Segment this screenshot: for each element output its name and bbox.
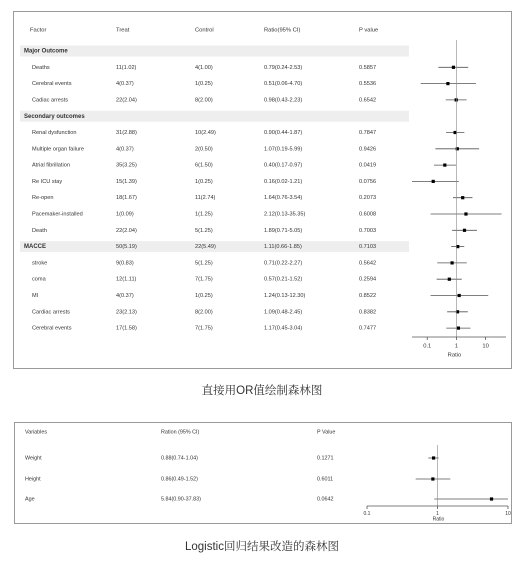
- cell-treat: 18(1.67): [116, 195, 137, 202]
- cell-treat: 17(1.58): [116, 325, 137, 332]
- cell-control: 7(1.75): [195, 276, 213, 283]
- row-label: Renal dysfunction: [32, 129, 77, 136]
- cell-treat: 4(0.37): [116, 292, 134, 299]
- cell-ci: 1.17(0.45-3.04): [264, 325, 303, 332]
- cell-ci: 0.40(0.17-0.97): [264, 162, 303, 169]
- cell-ci: 0.16(0.02-1.21): [264, 178, 303, 185]
- cell-p: 0.5536: [359, 81, 377, 88]
- cell-ci: 0.57(0.21-1.52): [264, 276, 303, 283]
- x-axis-label: Ratio: [432, 516, 445, 523]
- cell-ci: 0.51(0.06-4.70): [264, 81, 303, 88]
- row-label: Atrial fibrillation: [32, 162, 70, 169]
- row-label: MI: [32, 292, 39, 299]
- row-label: Cadiac arrests: [32, 97, 69, 104]
- point-estimate: [458, 294, 461, 297]
- cell-ci: 0.86(0.49-1.52): [161, 476, 198, 483]
- header-1: Ration (95% CI): [161, 429, 200, 436]
- point-estimate: [432, 180, 435, 183]
- group-title: Major Outcome: [24, 48, 68, 55]
- x-tick-label: 0.1: [363, 510, 371, 517]
- row-label: Cerebral events: [32, 81, 72, 88]
- cell-ci: 1.24(0.13-12.30): [264, 292, 306, 299]
- cell-treat: 22(2.04): [116, 227, 137, 234]
- cell-p: 0.7103: [359, 244, 377, 251]
- header-2: P Value: [317, 429, 336, 436]
- cell-treat: 15(1.39): [116, 178, 137, 185]
- cell-treat: 22(2.04): [116, 97, 137, 104]
- x-tick-label: 10: [482, 343, 489, 350]
- cell-control: 5(1.25): [195, 260, 213, 267]
- cell-ci: 0.88(0.74-1.04): [161, 455, 198, 462]
- point-estimate: [446, 82, 449, 85]
- cell-ci: 1.89(0.71-5.05): [264, 227, 303, 234]
- cell-treat: 11(1.02): [116, 64, 137, 71]
- point-estimate: [461, 196, 464, 199]
- cell-treat: 35(3.25): [116, 162, 137, 169]
- cell-treat: 50(5.19): [116, 244, 137, 251]
- point-estimate: [431, 477, 434, 480]
- cell-p: 0.7003: [359, 227, 377, 234]
- cell-treat: 23(2.13): [116, 309, 137, 316]
- cell-ci: 0.90(0.44-1.87): [264, 129, 303, 136]
- cell-p: 0.7847: [359, 129, 377, 136]
- cell-treat: 9(0.83): [116, 260, 134, 267]
- cell-ci: 1.64(0.76-3.54): [264, 195, 303, 202]
- header-0: Variables: [25, 429, 48, 436]
- cell-control: 7(1.75): [195, 325, 213, 332]
- row-label: Re-open: [32, 195, 54, 202]
- cell-treat: 31(2.88): [116, 129, 137, 136]
- x-tick-label: 1: [436, 510, 439, 517]
- cell-ci: 2.12(0.13-35.35): [264, 211, 306, 218]
- cell-p: 0.0756: [359, 178, 377, 185]
- cell-ci: 1.11(0.66-1.85): [264, 244, 302, 251]
- row-label: Height: [25, 476, 41, 483]
- point-estimate: [490, 497, 493, 500]
- point-estimate: [452, 66, 455, 69]
- cell-ci: 1.09(0.48-2.45): [264, 309, 303, 316]
- cell-ci: 5.84(0.90-37.83): [161, 496, 201, 503]
- x-tick-label: 1: [454, 343, 459, 350]
- header-4: P value: [359, 27, 379, 34]
- cell-p: 0.8382: [359, 309, 377, 316]
- point-estimate: [450, 261, 453, 264]
- cell-treat: 4(0.37): [116, 146, 134, 153]
- cell-control: 1(1.25): [195, 211, 213, 218]
- cell-control: 10(2.49): [195, 129, 216, 136]
- cell-control: 8(2.00): [195, 97, 213, 104]
- point-estimate: [448, 278, 451, 281]
- cell-control: 8(2.00): [195, 309, 213, 316]
- cell-ci: 0.71(0.22-2.27): [264, 260, 303, 267]
- cell-p: 0.8522: [359, 292, 377, 299]
- caption-2: Logistic回归结果改造的森林图: [185, 541, 339, 553]
- row-label: Deaths: [32, 64, 50, 71]
- row-label: Weight: [25, 455, 42, 462]
- cell-p: 0.7477: [359, 325, 377, 332]
- cell-treat: 12(1.11): [116, 276, 137, 283]
- forest-plot-panel-2: [14, 422, 512, 524]
- group-band: [20, 46, 409, 57]
- cell-control: 11(2.74): [195, 195, 216, 202]
- cell-control: 1(0.25): [195, 292, 213, 299]
- row-label: Age: [25, 496, 35, 503]
- forest-plot-panel-1: [13, 11, 512, 369]
- point-estimate: [443, 164, 446, 167]
- cell-control: 22(5.49): [195, 244, 216, 251]
- forest-plot-2: [15, 423, 511, 523]
- cell-ci: 0.79(0.24-2.53): [264, 64, 303, 71]
- caption-1: 直接用OR值绘制森林图: [201, 385, 323, 397]
- cell-ci: 1.07(0.19-5.99): [264, 146, 303, 153]
- forest-plot-1: [14, 12, 511, 368]
- cell-p: 0.6542: [359, 97, 377, 104]
- x-axis-label: Ratio: [447, 352, 462, 359]
- x-tick-label: 0.1: [423, 343, 432, 350]
- header-0: Factor: [30, 27, 47, 34]
- group-title: MACCE: [24, 244, 46, 251]
- cell-treat: 4(0.37): [116, 81, 134, 88]
- point-estimate: [432, 456, 435, 459]
- cell-p: 0.6008: [359, 211, 377, 218]
- row-label: Cerebral events: [32, 325, 72, 332]
- row-label: Pacemaker-installed: [32, 211, 83, 218]
- cell-p: 0.2073: [359, 195, 377, 202]
- point-estimate: [457, 327, 460, 330]
- cell-p: 0.5642: [359, 260, 377, 267]
- cell-control: 1(0.25): [195, 81, 213, 88]
- row-label: coma: [32, 276, 46, 283]
- header-1: Treat: [116, 27, 130, 34]
- cell-control: 2(0.50): [195, 146, 213, 153]
- x-tick-label: 10: [505, 510, 511, 517]
- cell-p: 0.1271: [317, 455, 334, 462]
- header-3: Ratio(95% CI): [264, 27, 301, 34]
- cell-control: 6(1.50): [195, 162, 213, 169]
- cell-p: 0.2594: [359, 276, 377, 283]
- row-label: Cardiac arrests: [32, 309, 70, 316]
- row-label: stroke: [32, 260, 48, 267]
- cell-p: 0.9426: [359, 146, 377, 153]
- point-estimate: [463, 229, 466, 232]
- cell-treat: 1(0.09): [116, 211, 134, 218]
- cell-ci: 0.98(0.43-2.23): [264, 97, 303, 104]
- cell-control: 5(1.25): [195, 227, 213, 234]
- cell-p: 0.0419: [359, 162, 377, 169]
- row-label: Death: [32, 227, 47, 234]
- cell-p: 0.5857: [359, 64, 377, 71]
- row-label: Re ICU stay: [32, 178, 63, 185]
- header-2: Control: [195, 27, 214, 34]
- cell-p: 0.0642: [317, 496, 334, 503]
- cell-p: 0.6011: [317, 476, 334, 483]
- cell-control: 1(0.25): [195, 178, 213, 185]
- row-label: Multiple organ failure: [32, 146, 84, 153]
- group-title: Secondary outcomes: [24, 113, 85, 120]
- cell-control: 4(1.00): [195, 64, 213, 71]
- point-estimate: [464, 212, 467, 215]
